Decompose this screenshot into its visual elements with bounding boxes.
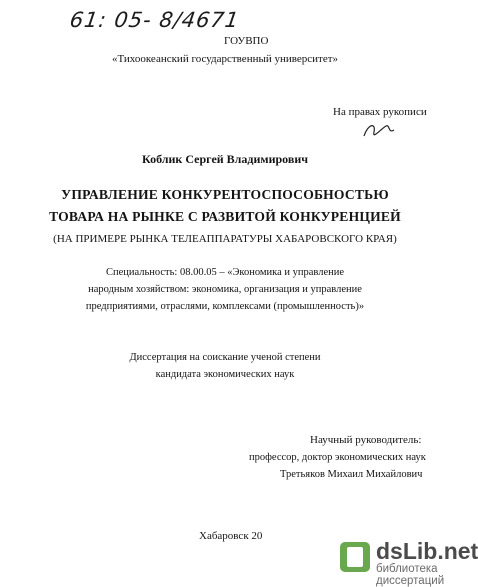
author-name: Коблик Сергей Владимирович [141,152,309,166]
title-subtitle: (НА ПРИМЕРЕ РЫНКА ТЕЛЕАППАРАТУРЫ ХАБАРОВСКОГО КРАЯ) [53,233,397,245]
city-year: Хабаровск 20 [199,530,263,542]
archive-stamp-number: 61: 05- 8/4671 [68,8,242,32]
institution-type: ГОУВПО [224,35,269,47]
manuscript-note: На правах рукописи [333,106,427,118]
specialty-line-3: предприятиями, отраслями, комплексами (промышленность)» [85,301,365,312]
degree-line-1: Диссертация на соискание ученой степени [129,352,321,363]
dslib-watermark [340,538,478,587]
specialty-line-2: народным хозяйством: экономика, организация и управление [88,284,362,295]
supervisor-label: Научный руководитель: [310,434,422,446]
university-name: «Тихоокеанский государственный университет» [111,53,339,65]
specialty-line-1: Специальность: 08.00.05 – «Экономика и управление [105,267,345,278]
watermark-brand: dsLib.net [376,538,478,564]
supervisor-name: Третьяков Михаил Михайлович [280,469,423,480]
title-line-1: УПРАВЛЕНИЕ КОНКУРЕНТОСПОСОБНОСТЬЮ [61,187,389,202]
title-line-2: ТОВАРА НА РЫНКЕ С РАЗВИТОЙ КОНКУРЕНЦИЕЙ [49,209,401,224]
supervisor-title: профессор, доктор экономических наук [249,452,426,463]
watermark-tagline: библиотека диссертаций [376,563,445,587]
signature-mark [358,118,398,144]
degree-line-2: кандидата экономических наук [155,369,295,380]
document-icon [340,542,370,572]
